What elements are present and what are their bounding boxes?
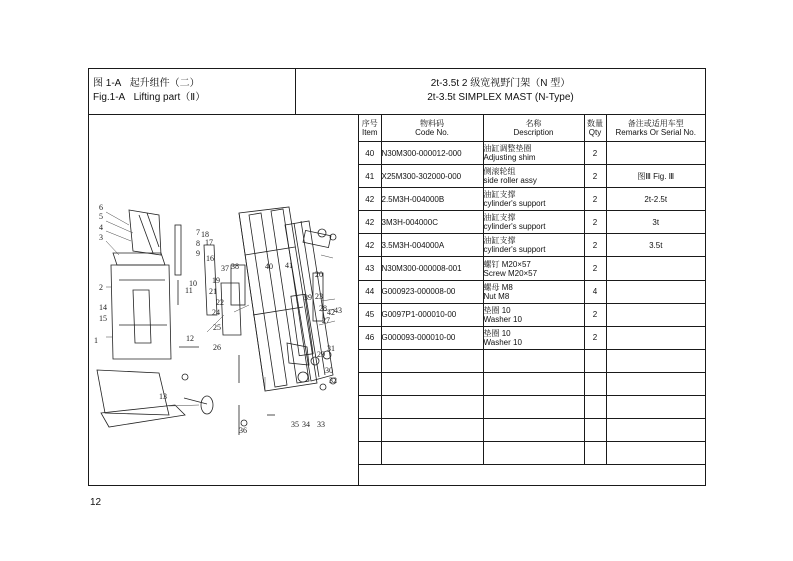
- carriage-plate: [111, 265, 171, 359]
- svg-text:23: 23: [315, 292, 323, 301]
- upper-bracket: [303, 230, 331, 247]
- exploded-parts-drawing: [89, 115, 359, 485]
- cell-item: 44: [359, 280, 381, 303]
- svg-text:22: 22: [216, 298, 224, 307]
- cell-item: 41: [359, 165, 381, 188]
- table-row: [359, 442, 705, 465]
- cell-desc-en: cylinder's support: [483, 199, 546, 209]
- cell-qty: [584, 442, 606, 465]
- table-row: [359, 372, 705, 395]
- cell-qty: 2: [584, 165, 606, 188]
- cell-desc-en: Adjusting shim: [483, 153, 536, 163]
- cell-desc: [483, 211, 584, 234]
- table-row: [359, 257, 705, 280]
- svg-text:40: 40: [265, 262, 273, 271]
- cell-desc-cn: 垫圈 10: [483, 305, 511, 315]
- cell-desc-cn: 螺钉 M20×57: [483, 259, 531, 269]
- cell-qty: 2: [584, 257, 606, 280]
- table-row: [359, 326, 705, 349]
- cell-desc: [483, 257, 584, 280]
- mast-title-en: 2t-3.5t SIMPLEX MAST (N-Type): [427, 92, 574, 103]
- cell-desc-cn: 油缸支撑: [483, 190, 516, 200]
- cell-item: 42: [359, 188, 381, 211]
- svg-text:26: 26: [213, 343, 221, 352]
- cell-item: [359, 442, 381, 465]
- cell-remarks: [606, 142, 705, 165]
- svg-text:3: 3: [99, 233, 103, 242]
- cell-desc: [483, 396, 584, 419]
- cell-desc-cn: 螺母 M8: [483, 282, 513, 292]
- callout-labels: [94, 203, 342, 435]
- cell-desc-en: Screw M20×57: [483, 268, 538, 278]
- svg-text:15: 15: [99, 314, 107, 323]
- cell-qty: [584, 396, 606, 419]
- cell-code: N30M300-000008-001: [381, 257, 483, 280]
- cell-desc-cn: 油缸支撑: [483, 213, 516, 223]
- col-header-desc: 名称 Description: [483, 115, 584, 142]
- svg-text:36: 36: [239, 426, 247, 435]
- cell-code: G000923-000008-00: [381, 280, 483, 303]
- table-row: [359, 280, 705, 303]
- cell-desc: [483, 372, 584, 395]
- mast-title-block: [296, 69, 705, 115]
- cell-item: [359, 396, 381, 419]
- cell-desc-en: Washer 10: [483, 314, 522, 324]
- cell-remarks: 图Ⅲ Fig. Ⅲ: [606, 165, 705, 188]
- cell-remarks: 2t-2.5t: [606, 188, 705, 211]
- cell-desc: [483, 326, 584, 349]
- svg-text:31: 31: [327, 344, 335, 353]
- svg-text:38: 38: [231, 262, 239, 271]
- parts-table: [359, 115, 705, 465]
- svg-text:5: 5: [99, 212, 103, 221]
- svg-text:34: 34: [302, 420, 310, 429]
- cell-item: 40: [359, 142, 381, 165]
- mast-exploded-diagram: [89, 115, 357, 485]
- figure-label-cn: 图 1-A: [93, 78, 122, 89]
- svg-text:11: 11: [185, 286, 193, 295]
- figure-label-en: Fig.1-A: [93, 92, 126, 103]
- svg-text:33: 33: [317, 420, 325, 429]
- cell-desc-en: Washer 10: [483, 337, 522, 347]
- table-row: [359, 211, 705, 234]
- cell-remarks: [606, 326, 705, 349]
- cell-qty: 2: [584, 303, 606, 326]
- cell-desc: [483, 303, 584, 326]
- fork-blade: [101, 405, 185, 427]
- cell-remarks: [606, 303, 705, 326]
- table-row: [359, 419, 705, 442]
- parts-catalog-frame: [88, 68, 706, 486]
- figure-title-cn: [93, 77, 295, 91]
- cell-code: 2.5M3H-004000B: [381, 188, 483, 211]
- figure-title-en-text: Lifting part（Ⅱ）: [133, 92, 206, 103]
- cell-desc-en: Nut M8: [483, 291, 510, 301]
- figure-title-cn-text: 起升组件（二）: [129, 78, 200, 89]
- svg-text:28: 28: [319, 304, 327, 313]
- cell-code: [381, 372, 483, 395]
- svg-text:21: 21: [209, 287, 217, 296]
- cell-remarks: [606, 396, 705, 419]
- cell-desc: [483, 442, 584, 465]
- cell-code: [381, 396, 483, 419]
- mast-rail-left: [249, 213, 287, 387]
- cell-desc-cn: 垫圈 10: [483, 328, 511, 338]
- col-header-code: 物料码 Code No.: [381, 115, 483, 142]
- cell-desc-en: cylinder's support: [483, 222, 546, 232]
- cell-code: 3M3H-004000C: [381, 211, 483, 234]
- cell-desc: [483, 234, 584, 257]
- cell-remarks: [606, 419, 705, 442]
- svg-text:39: 39: [304, 293, 312, 302]
- svg-text:32: 32: [329, 376, 337, 385]
- cell-desc: [483, 188, 584, 211]
- cell-qty: [584, 372, 606, 395]
- cell-desc-cn: 油缸调整垫圈: [483, 144, 532, 154]
- cell-desc-cn: 侧滚轮组: [483, 167, 516, 177]
- cell-remarks: [606, 372, 705, 395]
- cell-item: [359, 349, 381, 372]
- page-number: 12: [90, 497, 102, 508]
- svg-text:18: 18: [201, 230, 209, 239]
- cell-item: 42: [359, 211, 381, 234]
- cell-desc-en: cylinder's support: [483, 245, 546, 255]
- cell-qty: 2: [584, 142, 606, 165]
- cell-desc: [483, 349, 584, 372]
- svg-text:35: 35: [291, 420, 299, 429]
- svg-text:2: 2: [99, 283, 103, 292]
- table-row: [359, 165, 705, 188]
- col-header-remarks: 备注或适用车型 Remarks Or Serial No.: [606, 115, 705, 142]
- svg-text:10: 10: [189, 279, 197, 288]
- cell-remarks: [606, 442, 705, 465]
- cell-code: N30M300-000012-000: [381, 142, 483, 165]
- cell-qty: 2: [584, 326, 606, 349]
- svg-text:42: 42: [327, 308, 335, 317]
- cell-item: 43: [359, 257, 381, 280]
- svg-text:20: 20: [315, 270, 323, 279]
- cell-code: X25M300-302000-000: [381, 165, 483, 188]
- svg-text:41: 41: [285, 261, 293, 270]
- svg-text:24: 24: [212, 308, 220, 317]
- cell-item: [359, 419, 381, 442]
- table-row: [359, 142, 705, 165]
- cell-item: 45: [359, 303, 381, 326]
- col-header-qty: 数量 Qty: [584, 115, 606, 142]
- svg-text:25: 25: [213, 323, 221, 332]
- svg-text:19: 19: [212, 276, 220, 285]
- svg-text:4: 4: [99, 223, 103, 232]
- svg-text:1: 1: [94, 336, 98, 345]
- svg-text:6: 6: [99, 203, 103, 212]
- table-row: [359, 396, 705, 419]
- bolt-column: [175, 225, 181, 275]
- table-row: [359, 303, 705, 326]
- svg-text:8: 8: [196, 239, 200, 248]
- cell-code: [381, 442, 483, 465]
- figure-title-block: [89, 69, 296, 115]
- mast-title-cn: 2t-3.5t 2 级宽视野门架（N 型）: [430, 78, 571, 89]
- svg-text:14: 14: [99, 303, 107, 312]
- cell-remarks: [606, 349, 705, 372]
- figure-title-en: [93, 91, 295, 105]
- cell-qty: 2: [584, 188, 606, 211]
- cell-remarks: [606, 257, 705, 280]
- svg-text:17: 17: [205, 238, 213, 247]
- cell-remarks: 3t: [606, 211, 705, 234]
- table-row: [359, 349, 705, 372]
- svg-text:9: 9: [196, 249, 200, 258]
- col-header-item: 序号 Item: [359, 115, 381, 142]
- cell-item: 42: [359, 234, 381, 257]
- cell-qty: 2: [584, 234, 606, 257]
- cell-code: G000093-000010-00: [381, 326, 483, 349]
- svg-text:7: 7: [196, 228, 200, 237]
- svg-text:12: 12: [186, 334, 194, 343]
- cell-code: 3.5M3H-004000A: [381, 234, 483, 257]
- cell-qty: [584, 419, 606, 442]
- chain-bracket: [129, 210, 161, 255]
- table-header-row: [359, 115, 705, 142]
- svg-text:27: 27: [322, 316, 330, 325]
- cell-desc-cn: 油缸支撑: [483, 236, 516, 246]
- cell-code: [381, 419, 483, 442]
- cell-code: [381, 349, 483, 372]
- cylinder-base: [298, 372, 308, 382]
- fork-backrest: [133, 290, 151, 343]
- cell-desc: [483, 165, 584, 188]
- cell-qty: 4: [584, 280, 606, 303]
- cell-item: 46: [359, 326, 381, 349]
- cell-remarks: [606, 280, 705, 303]
- svg-text:37: 37: [221, 264, 229, 273]
- cell-desc: [483, 280, 584, 303]
- cell-remarks: 3.5t: [606, 234, 705, 257]
- svg-text:29: 29: [317, 350, 325, 359]
- svg-text:43: 43: [334, 306, 342, 315]
- cell-qty: 2: [584, 211, 606, 234]
- cell-desc-en: side roller assy: [483, 176, 537, 186]
- svg-text:30: 30: [325, 366, 333, 375]
- cell-code: G0097P1-000010-00: [381, 303, 483, 326]
- cell-qty: [584, 349, 606, 372]
- svg-text:13: 13: [159, 392, 167, 401]
- cell-item: [359, 372, 381, 395]
- guide-piece: [231, 265, 245, 305]
- cell-desc: [483, 419, 584, 442]
- svg-text:16: 16: [206, 254, 214, 263]
- table-row: [359, 234, 705, 257]
- table-row: [359, 188, 705, 211]
- cell-desc: [483, 142, 584, 165]
- roller-13: [201, 396, 213, 414]
